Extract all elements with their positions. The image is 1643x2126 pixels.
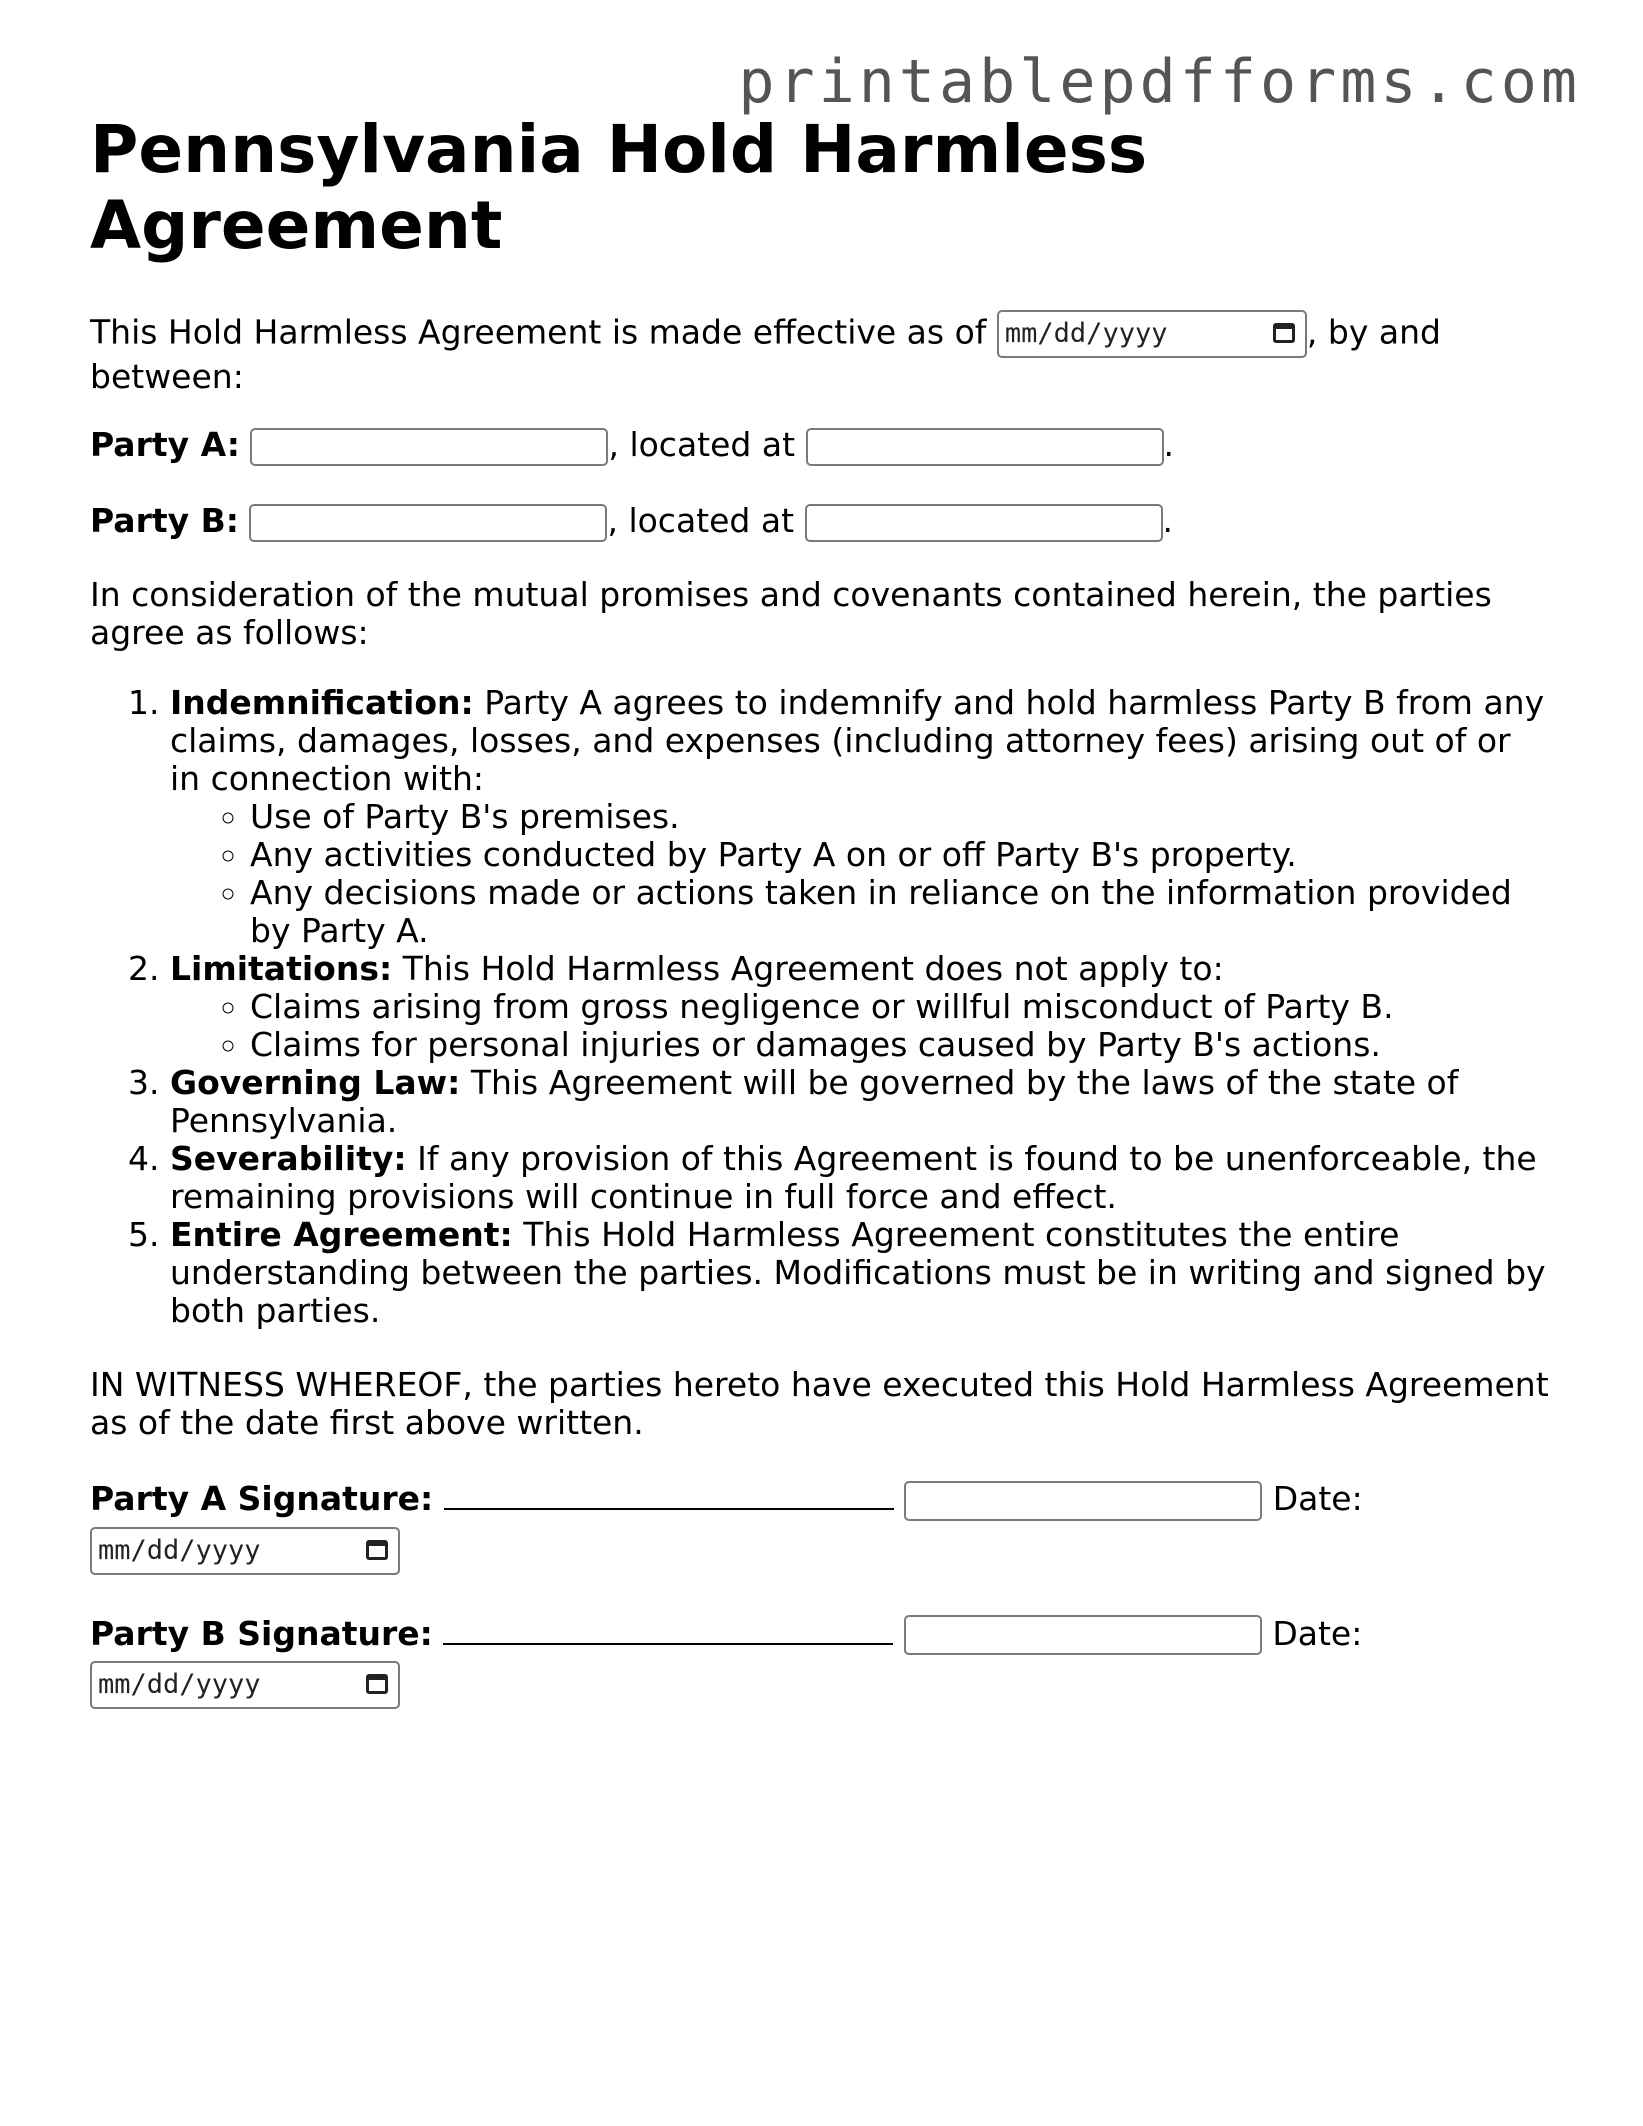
indemnification-items bbox=[170, 798, 1550, 950]
party-b-name-input[interactable] bbox=[249, 504, 607, 542]
list-item: ◦ Any decisions made or actions taken in reliance on the information provided by Party A. bbox=[250, 874, 1550, 950]
party-a-address-input[interactable] bbox=[806, 428, 1164, 466]
party-a-located-text: , located at bbox=[608, 425, 796, 464]
party-a-end: . bbox=[1163, 425, 1175, 464]
party-a-signature-input[interactable] bbox=[904, 1481, 1262, 1521]
party-a-line bbox=[90, 424, 1550, 466]
list-item: ◦ Claims for personal injuries or damages caused by Party B's actions. bbox=[250, 1026, 1550, 1064]
clauses-list bbox=[90, 684, 1550, 1330]
party-a-name-input[interactable] bbox=[250, 428, 608, 466]
watermark: printablepdfforms.com bbox=[738, 47, 1581, 117]
party-b-signature-input[interactable] bbox=[904, 1615, 1262, 1655]
agreement-document bbox=[90, 112, 1550, 1747]
intro-paragraph bbox=[90, 310, 1550, 396]
clause-heading: Governing Law: bbox=[170, 1063, 461, 1102]
limitations-items bbox=[170, 988, 1550, 1064]
party-b-label: Party B: bbox=[90, 501, 239, 540]
calendar-icon[interactable] bbox=[366, 1540, 388, 1560]
party-b-signature-block bbox=[90, 1613, 1550, 1710]
page-title: Pennsylvania Hold Harmless Agreement bbox=[90, 111, 1148, 264]
consideration-paragraph: In consideration of the mutual promises and covenants contained herein, the parties agree as follows: bbox=[90, 575, 1492, 652]
party-a-signature-block bbox=[90, 1478, 1550, 1575]
clause-heading: Entire Agreement: bbox=[170, 1215, 513, 1254]
list-item: ◦ Any activities conducted by Party A on or off Party B's property. bbox=[250, 836, 1550, 874]
clause-severability bbox=[170, 1140, 1550, 1216]
clause-text: Party A agrees to indemnify and hold harmless Party B from any claims, damages, losses, and expenses (including attorney fees) arising out of or in connection with: bbox=[170, 683, 1545, 798]
intro-text-after: , by and between: bbox=[90, 312, 1441, 396]
party-b-date-label: Date: bbox=[1272, 1613, 1363, 1653]
party-b-line bbox=[90, 500, 1550, 542]
party-a-date-placeholder: mm/dd/yyyy bbox=[98, 1534, 261, 1566]
party-b-signature-label: Party B Signature: bbox=[90, 1613, 433, 1653]
calendar-icon[interactable] bbox=[366, 1674, 388, 1694]
party-a-label: Party A: bbox=[90, 425, 240, 464]
list-item: ◦ Use of Party B's premises. bbox=[250, 798, 1550, 836]
party-b-end: . bbox=[1162, 501, 1174, 540]
effective-date-input[interactable] bbox=[997, 310, 1307, 358]
witness-paragraph: IN WITNESS WHEREOF, the parties hereto have executed this Hold Harmless Agreement as of the date first above written. bbox=[90, 1365, 1549, 1442]
clause-text: This Hold Harmless Agreement does not apply to: bbox=[392, 949, 1224, 988]
clause-limitations bbox=[170, 950, 1550, 1064]
intro-text-before: This Hold Harmless Agreement is made effective as of bbox=[90, 312, 987, 352]
calendar-icon[interactable] bbox=[1273, 323, 1295, 343]
clause-text: This Agreement will be governed by the laws of the state of Pennsylvania. bbox=[170, 1063, 1459, 1140]
party-b-date-placeholder: mm/dd/yyyy bbox=[98, 1669, 261, 1700]
party-a-date-input[interactable] bbox=[90, 1527, 400, 1575]
clause-heading: Indemnification: bbox=[170, 683, 474, 722]
party-b-signature-line[interactable] bbox=[443, 1613, 893, 1645]
party-b-located-text: , located at bbox=[607, 501, 795, 540]
clause-governing-law bbox=[170, 1064, 1550, 1140]
clause-text: If any provision of this Agreement is found to be unenforceable, the remaining provisions will continue in full force and effect. bbox=[170, 1139, 1537, 1216]
party-a-signature-label: Party A Signature: bbox=[90, 1479, 434, 1518]
clause-indemnification bbox=[170, 684, 1550, 950]
clause-heading: Severability: bbox=[170, 1139, 407, 1178]
effective-date-placeholder: mm/dd/yyyy bbox=[1004, 318, 1168, 349]
party-b-date-input[interactable] bbox=[90, 1661, 400, 1709]
party-a-date-label: Date: bbox=[1272, 1479, 1363, 1518]
clause-text: This Hold Harmless Agreement constitutes the entire understanding between the parties. Modifications must be in writing and signed by both parties. bbox=[170, 1215, 1546, 1330]
party-a-signature-line[interactable] bbox=[444, 1478, 894, 1510]
clause-entire-agreement bbox=[170, 1216, 1550, 1330]
party-b-address-input[interactable] bbox=[805, 504, 1163, 542]
clause-heading: Limitations: bbox=[170, 949, 393, 988]
list-item: ◦ Claims arising from gross negligence or willful misconduct of Party B. bbox=[250, 988, 1550, 1026]
